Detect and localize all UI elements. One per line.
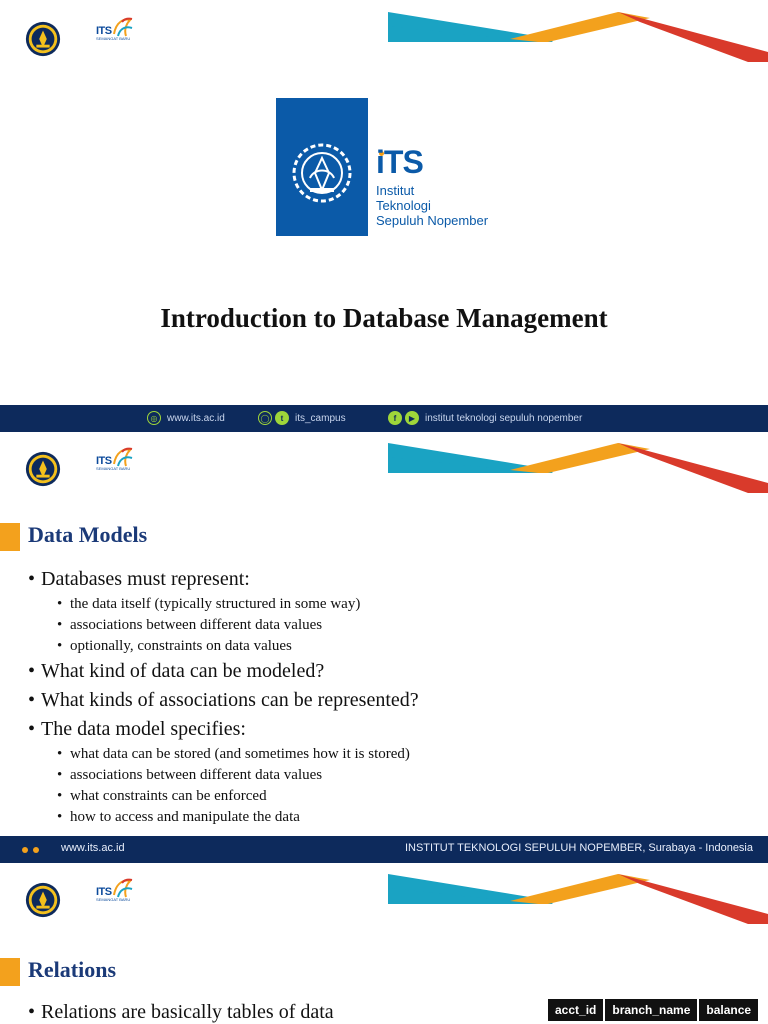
sub-bullet-item: • the data itself (typically structured in some way) bbox=[28, 594, 748, 615]
logo-line-2: Teknologi bbox=[376, 198, 431, 213]
its-semangat-baru-logo: ITS SEMANGAT BARU bbox=[94, 877, 134, 911]
data-models-slide bbox=[0, 433, 768, 863]
sub-bullet-item: • what data can be stored (and sometimes how it is stored) bbox=[28, 744, 748, 765]
footer-dot bbox=[22, 847, 28, 853]
bullet-list bbox=[28, 565, 748, 828]
column-header: acct_id bbox=[548, 999, 604, 1021]
table-header-row bbox=[548, 999, 758, 1021]
twitter-icon: t bbox=[275, 411, 289, 425]
bullet-item: • What kind of data can be modeled? bbox=[28, 657, 748, 686]
relation-table bbox=[548, 999, 758, 1021]
title-slide bbox=[0, 0, 768, 432]
heading-accent bbox=[0, 958, 20, 986]
institution-text: INSTITUT TEKNOLOGI SEPULUH NOPEMBER, Surabaya - Indonesia bbox=[404, 842, 753, 854]
bullet-item: • The data model specifies: bbox=[28, 715, 748, 744]
decorative-ribbon bbox=[388, 443, 768, 493]
its-seal-icon bbox=[24, 20, 62, 58]
logo-line-3: Sepuluh Nopember bbox=[376, 213, 489, 228]
bullet-item: • Relations are basically tables of data bbox=[28, 998, 334, 1024]
column-header: balance bbox=[698, 999, 758, 1021]
its-wordmark: iTS bbox=[376, 144, 423, 180]
globe-icon: ◎ bbox=[147, 411, 161, 425]
footer-bar bbox=[0, 405, 768, 432]
its-seal-icon bbox=[24, 450, 62, 488]
bullet-item: • What kinds of associations can be represented? bbox=[28, 686, 748, 715]
facebook-icon: f bbox=[388, 411, 402, 425]
decorative-ribbon bbox=[388, 874, 768, 924]
its-main-logo bbox=[270, 52, 510, 282]
its-semangat-baru-logo: ITS SEMANGAT BARU bbox=[94, 16, 134, 50]
logo-emblem-block bbox=[276, 98, 368, 236]
its-semangat-baru-logo: ITS SEMANGAT BARU bbox=[94, 446, 134, 480]
slide-heading: Data Models bbox=[28, 522, 148, 547]
its-seal-icon bbox=[24, 881, 62, 919]
sub-bullet-item: • what constraints can be enforced bbox=[28, 786, 748, 807]
relations-slide bbox=[0, 864, 768, 1024]
sub-bullet-item: • associations between different data values bbox=[28, 615, 748, 636]
sub-bullet-item: • associations between different data values bbox=[28, 765, 748, 786]
logo-line-1: Institut bbox=[376, 183, 415, 198]
heading-accent bbox=[0, 523, 20, 551]
youtube-icon: ▶ bbox=[405, 411, 419, 425]
sub-bullet-item: • optionally, constraints on data values bbox=[28, 636, 748, 657]
channel-link[interactable]: f ▶ institut teknologi sepuluh nopember bbox=[388, 411, 582, 425]
website-link[interactable]: www.its.ac.id bbox=[61, 842, 125, 854]
slide-title: Introduction to Database Management bbox=[160, 303, 608, 333]
instagram-icon: ◯ bbox=[258, 411, 272, 425]
sub-bullet-item: • how to access and manipulate the data bbox=[28, 807, 748, 828]
slide-heading: Relations bbox=[28, 957, 116, 982]
social-handle[interactable]: ◯ t its_campus bbox=[258, 411, 346, 425]
its-emblem-icon bbox=[276, 98, 368, 236]
footer-bar bbox=[0, 836, 768, 863]
bullet-item: • Databases must represent: bbox=[28, 565, 748, 594]
footer-dot bbox=[33, 847, 39, 853]
column-header: branch_name bbox=[604, 999, 698, 1021]
website-link[interactable]: ◎ www.its.ac.id bbox=[147, 411, 225, 425]
